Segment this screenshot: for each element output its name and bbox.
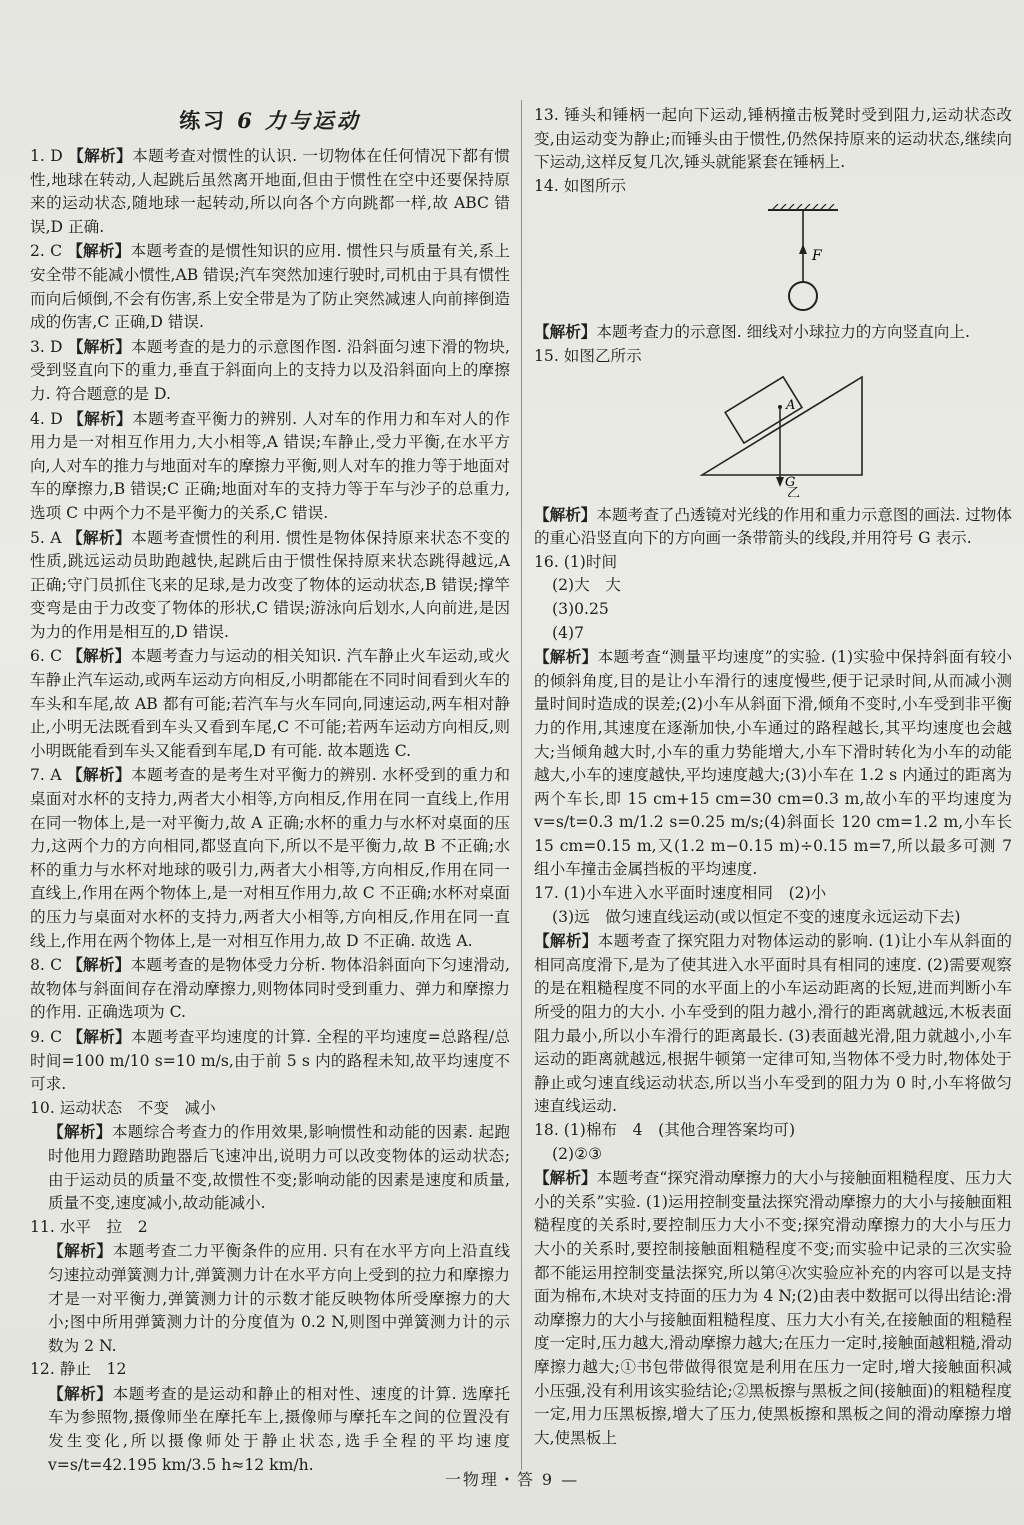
answer-q4: [30, 407, 510, 526]
analysis-tag: 【解析】: [67, 241, 131, 261]
analysis-tag: 【解析】: [534, 931, 598, 951]
title-prefix: 练习: [179, 108, 228, 133]
answer-q11: [30, 1216, 510, 1359]
answer-14-analysis: [534, 320, 1012, 345]
answer-17-line-1: 17. (1)小车进入水平面时速度相同 (2)小: [534, 884, 827, 903]
answer-17-analysis: [534, 929, 1012, 1119]
figure-14-hanging-ball: [748, 204, 858, 314]
analysis-block: [30, 1120, 510, 1215]
answer-18-analysis-text: 本题考查“探究滑动摩擦力的大小与接触面粗糙程度、压力大小的关系”实验. (1)运用控制变量法探究滑动摩擦力的大小与接触面粗糙程度的关系时,要控制压力大小不变;探究滑动摩擦力的大小与压力大小的关系时,要控制接触面粗糙程度不变;而实验中记录的三次实验都不能运用控制变量法探究,所以第④次实验应补充的内容可以是支持面为棉布,木块对支持面的压力为 4 N;(2)由表中数据可以得出结论:滑动摩擦力的大小与接触面粗糙程度、压力大小有关,在接触面的粗糙程度一定时,压力越大,滑动摩擦力越大;在压力一定时,接触面越粗糙,滑动摩擦力越大;①书包带做得很宽是利用在压力一定时,增大接触面积减小压强,没有利用该实验结论;②黑板擦与黑板之间(接触面)的粗糙程度一定,用力压黑板擦,增大了压力,使黑板擦和黑板之间的滑动摩擦力增大,使黑板上: [534, 1169, 1012, 1447]
analysis-text: 本题综合考查力的作用效果,影响惯性和动能的因素. 起跑时他用力蹬踏助跑器后飞速冲出,说明力可以改变物体的运动状态;由于运动员的质量不变,故惯性不变;影响动能的因素是速度和质量,质量不变,速度减小,故动能减小.: [48, 1123, 510, 1213]
analysis-text: 本题考查二力平衡条件的应用. 只有在水平方向上沿直线匀速拉动弹簧测力计,弹簧测力计在水平方向上受到的拉力和摩擦力才是一对平衡力,弹簧测力计的示数才能反映物体所受摩擦力的大小;图中所用弹簧测力计的分度值为 0.2 N,则图中弹簧测力计的示数为 2 N.: [48, 1242, 510, 1355]
analysis-tag: 【解析】: [534, 504, 597, 524]
left-column: [30, 104, 510, 1477]
analysis-block: [30, 1382, 510, 1477]
answer-label: 11. 水平 拉 2: [30, 1217, 148, 1236]
answer-label: 1. D: [30, 147, 63, 165]
analysis-tag: 【解析】: [534, 322, 597, 342]
title-topic: 力与运动: [264, 108, 361, 133]
answer-15-analysis-text: 本题考查了凸透镜对光线的作用和重力示意图的画法. 过物体的重心沿竖直向下的方向画一条带箭头的线段,并用符号 G 表示.: [534, 505, 1012, 548]
answer-16-line-4: (4)7: [552, 623, 585, 642]
answer-q1: [30, 144, 510, 239]
figure-caption: 乙: [787, 485, 801, 497]
answer-16-line-2: (2)大 大: [552, 576, 621, 595]
answer-label: 4. D: [30, 409, 63, 428]
analysis-tag: 【解析】: [48, 1383, 113, 1403]
analysis-text: 本题考查对惯性的认识. 一切物体在任何情况下都有惯性,地球在转动,人起跳后虽然离开地面,但由于惯性在空中还要保持原来的运动状态,随地球一起转动,所以向各个方向跳都一样,故 ABC 错误,D 正确.: [30, 147, 510, 236]
answer-18-line-2: (2)②③: [552, 1144, 603, 1163]
answer-label: 5. A: [30, 528, 62, 547]
analysis-text: 本题考查惯性的利用. 惯性是物体保持原来状态不变的性质,跳远运动员助跑越快,起跳后由于惯性保持原来状态跳得越远,A 正确;守门员抓住飞来的足球,是力改变了物体的运动状态,B 错误;撑竿变弯是由于力改变了物体的形状,C 错误;游泳向后划水,人向前进,是因为力的作用是相互的,D 错误.: [30, 528, 510, 641]
answer-label: 3. D: [30, 337, 63, 356]
analysis-text: 本题考查平衡力的辨别. 人对车的作用力和车对人的作用力是一对相互作用力,大小相等,A 错误;车静止,受力平衡,在水平方向,人对车的推力与地面对车的摩擦力平衡,则人对车的推力等于地面对车的摩擦力,B 错误;C 正确;地面对车的支持力等于车与沙子的总重力,选项 C 中两个力不是平衡力的关系,C 错误.: [30, 409, 510, 522]
answer-15-label: 15. 如图乙所示: [534, 346, 642, 365]
answer-18-line-1: 18. (1)棉布 4 (其他合理答案均可): [534, 1121, 796, 1139]
answer-17-analysis-text: 本题考查了探究阻力对物体运动的影响. (1)让小车从斜面的相同高度滑下,是为了使其进入水平面时具有相同的速度. (2)需要观察的是在粗糙程度不同的水平面上的小车运动距离的长短,进而判断小车所受的阻力的大小. 小车受到的阻力越小,滑行的距离就越远,木板表面阻力最小,所以小车滑行的距离最长. (3)表面越光滑,阻力就越小,小车运动的距离就越远,根据牛顿第一定律可知,当物体不受力时,物体处于静止或匀速直线运动状态,所以当小车受到的阻力为 0 时,小车将做匀速直线运动.: [534, 932, 1012, 1116]
answer-q3: [30, 335, 510, 407]
answer-q8: [30, 953, 510, 1025]
answer-label: 9. C: [30, 1027, 63, 1046]
answer-13-text: 13. 锤头和锤柄一起向下运动,锤柄撞击板凳时受到阻力,运动状态改变,由运动变为静止;而锤头由于惯性,仍然保持原来的运动状态,继续向下运动,这样反复几次,锤头就能紧套在锤柄上.: [534, 106, 1012, 172]
analysis-block: [30, 1239, 510, 1358]
analysis-text: 本题考查力与运动的相关知识. 汽车静止火车运动,或火车静止汽车运动,或两车运动方向相反,小明都能在不同时间看到火车的车头和车尾,故 AB 都有可能;若汽车与火车同向,同速运动,两车相对静止,小明无法既看到车头又看到车尾,C 不可能;若两车运动方向相反,则小明既能看到车头又能看到车尾,D 有可能. 故本题选 C.: [30, 647, 510, 760]
analysis-tag: 【解析】: [67, 1026, 132, 1046]
analysis-tag: 【解析】: [66, 527, 132, 547]
analysis-text: 本题考查的是物体受力分析. 物体沿斜面向下匀速滑动,故物体与斜面间存在滑动摩擦力,则物体同时受到重力、弹力和摩擦力的作用. 正确选项为 C.: [30, 956, 510, 1022]
answer-16-line-3: (3)0.25: [552, 599, 609, 618]
answer-16-analysis-text: 本题考查“测量平均速度”的实验. (1)实验中保持斜面有较小的倾斜角度,目的是让小车滑行的速度慢些,便于记录时间,从而减小测量时间时造成的误差;(2)小车从斜面下滑,倾角不变时,小车受到非平衡力的作用,其速度在逐渐加快,小车通过的路程越长,其平均速度也会越大;当倾角越大时,小车的重力势能增大,小车下滑时转化为小车的动能越大,小车的速度越快,平均速度越大;(3)小车在 1.2 s 内通过的距离为两个车长,即 15 cm+15 cm=30 cm=0.3 m,故小车的平均速度为 v=s/t=0.3 m/1.2 s=0.25 m/s;(4)斜面长 120 cm=1.2 m,小车长 15 cm=0.15 m,又(1.2 m−0.15 m)÷0.15 m=7,所以最多可测 7 组小车撞击金属挡板的平均速度.: [534, 648, 1012, 879]
right-column: [534, 104, 1012, 1450]
force-f-label: F: [812, 248, 822, 265]
analysis-tag: 【解析】: [67, 646, 131, 666]
analysis-tag: 【解析】: [68, 146, 133, 165]
analysis-text: 本题考查平均速度的计算. 全程的平均速度=总路程/总时间=100 m/10 s=10 m/s,由于前 5 s 内的路程未知,故平均速度不可求.: [30, 1027, 510, 1094]
analysis-tag: 【解析】: [67, 336, 132, 356]
answer-15: [534, 345, 1012, 369]
answer-16: [534, 551, 1012, 645]
answer-18: [534, 1119, 1012, 1166]
answer-q10: [30, 1097, 510, 1216]
answer-14-analysis-text: 本题考查力的示意图. 细线对小球拉力的方向竖直向上.: [596, 323, 970, 342]
answer-15-analysis: [534, 503, 1012, 551]
figure-15-incline: [700, 373, 870, 497]
analysis-tag: 【解析】: [48, 1122, 112, 1142]
analysis-tag: 【解析】: [48, 1241, 113, 1261]
answer-label: 2. C: [30, 242, 63, 261]
answer-16-line-1: 16. (1)时间: [534, 552, 618, 571]
answer-q12: [30, 1358, 510, 1477]
answer-q6: [30, 644, 510, 763]
column-divider: [521, 100, 522, 1470]
answer-q7: [30, 763, 510, 953]
title-number: 6: [237, 108, 255, 133]
answer-14: [534, 175, 1012, 199]
analysis-tag: 【解析】: [534, 647, 598, 667]
analysis-tag: 【解析】: [534, 1168, 597, 1188]
answer-label: 10. 运动状态 不变 减小: [30, 1098, 216, 1117]
answer-18-analysis: [534, 1166, 1012, 1450]
analysis-text: 本题考查的是惯性知识的应用. 惯性只与质量有关,系上安全带不能减小惯性,AB 错误;汽车突然加速行驶时,司机由于具有惯性而向后倾倒,不会有伤害,系上安全带是为了防止突然减速人向前摔倒造成的伤害,C 正确,D 错误.: [30, 242, 510, 332]
page-title: [30, 104, 510, 136]
answer-14-label: 14. 如图所示: [534, 176, 627, 195]
answer-q9: [30, 1025, 510, 1097]
analysis-tag: 【解析】: [67, 955, 131, 975]
analysis-text: 本题考查的是考生对平衡力的辨别. 水杯受到的重力和桌面对水杯的支持力,两者大小相等,方向相反,作用在同一直线上,作用在同一物体上,是一对平衡力,故 A 正确;水杯的重力与水杯对桌面的压力,这两个力的方向相同,都竖直向下,所以不是平衡力,故 B 不正确;水杯的重力与水杯对地球的吸引力,两者大小相等,方向相反,作用在同一直线上,作用在两个物体上,是一对相互作用力,故 C 不正确;水杯对桌面的压力与桌面对水杯的支持力,两者大小相等,方向相反,作用在同一直线上,作用在两个物体上,是一对相互作用力,故 D 不正确. 故选 A.: [30, 766, 510, 950]
point-a-label: A: [786, 397, 796, 413]
answer-16-analysis: [534, 645, 1012, 882]
gravity-g-label: G: [785, 474, 796, 490]
answer-13: [534, 104, 1012, 175]
answer-label: 8. C: [30, 956, 63, 975]
page-footer: 一物理・答 9 —: [444, 1470, 580, 1489]
analysis-tag: 【解析】: [66, 765, 132, 785]
answer-label: 6. C: [30, 647, 63, 666]
answer-label: 12. 静止 12: [30, 1360, 127, 1379]
answer-17: [534, 882, 1012, 929]
answer-q2: [30, 239, 510, 334]
analysis-text: 本题考查的是力的示意图作图. 沿斜面匀速下滑的物块,受到竖直向下的重力,垂直于斜面向上的支持力以及沿斜面向上的摩擦力. 符合题意的是 D.: [30, 337, 510, 403]
answer-17-line-2: (3)远 做匀速直线运动(或以恒定不变的速度永远运动下去): [552, 907, 961, 926]
analysis-text: 本题考查的是运动和静止的相对性、速度的计算. 选摩托车为参照物,摄像师坐在摩托车上,摄像师与摩托车之间的位置没有发生变化,所以摄像师处于静止状态,选手全程的平均速度 v=s/t=42.195 km/3.5 h≈12 km/h.: [48, 1384, 510, 1474]
analysis-tag: 【解析】: [68, 408, 133, 428]
answer-q5: [30, 526, 510, 645]
answer-label: 7. A: [30, 766, 62, 785]
left-answer-list: [30, 144, 510, 1477]
